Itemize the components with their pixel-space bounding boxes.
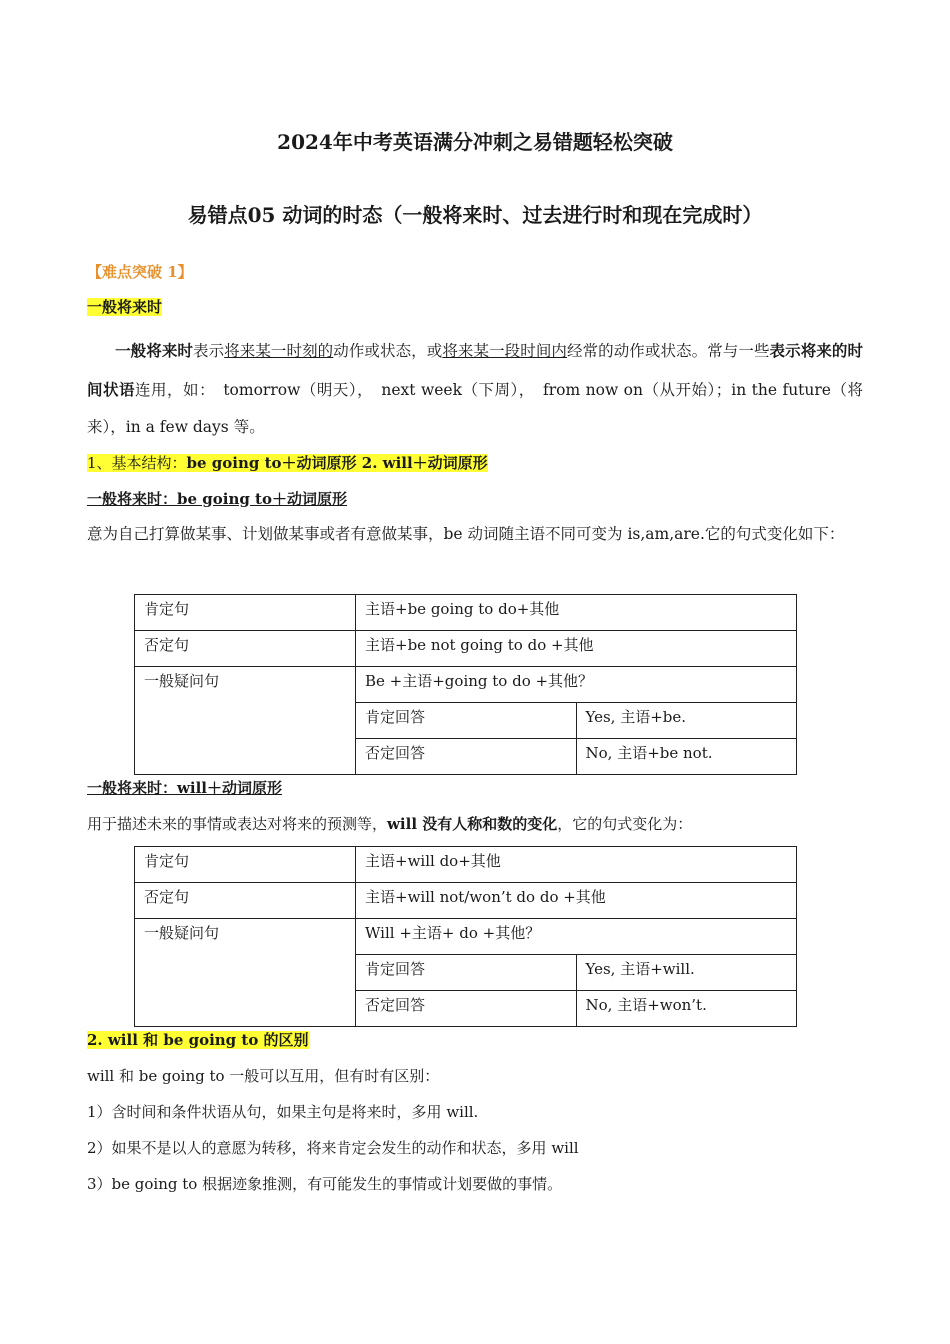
table1-label-question: 一般疑问句 bbox=[135, 667, 356, 775]
sub2-heading: 一般将来时：will＋动词原形 bbox=[87, 779, 283, 797]
table2-value-question: Will +主语+ do +其他？ bbox=[356, 919, 797, 955]
table1-label-negative: 否定句 bbox=[135, 631, 356, 667]
intro-text-1: 表示 bbox=[193, 342, 225, 360]
diff-lead: will 和 be going to 一般可以互用，但有时有区别： bbox=[87, 1067, 440, 1085]
intro-term: 一般将来时 bbox=[115, 341, 193, 360]
intro-paragraph bbox=[87, 332, 863, 447]
sub2-desc-1: 用于描述未来的事情或表达对将来的预测等， bbox=[87, 815, 388, 833]
topic-label: 一般将来时 bbox=[87, 298, 163, 316]
intro-text-2: 动作或状态，或 bbox=[333, 342, 443, 360]
sub1-description: 意为自己打算做某事、计划做某事或者有意做某事，be 动词随主语不同可变为 is,am,are.它的句式变化如下： bbox=[87, 525, 845, 543]
sub1-heading: 一般将来时：be going to＋动词原形 bbox=[87, 490, 347, 508]
intro-term-2: 表示将来的时间状语 bbox=[87, 341, 863, 399]
intro-underline-1: 将来某一时刻的 bbox=[224, 342, 334, 360]
table2-value-affirmative: 主语+will do+其他 bbox=[356, 847, 797, 883]
diff-point-1: 1）含时间和条件状语从句，如果主句是将来时，多用 will. bbox=[87, 1103, 479, 1121]
intro-text-4: 连用，如： tomorrow（明天）， next week（下周）， from now on（从开始）；in the future（将来），in a few days 等。 bbox=[87, 380, 863, 436]
sub2-desc-2: ，它的句式变化为： bbox=[557, 815, 693, 833]
table1-label-yes: 肯定回答 bbox=[356, 703, 577, 739]
sub2-desc-bold: will 没有人称和数的变化 bbox=[387, 815, 558, 833]
diff-point-3: 3）be going to 根据迹象推测，有可能发生的事情或计划要做的事情。 bbox=[87, 1175, 563, 1193]
intro-text-3: 经常的动作或状态。常与一些 bbox=[566, 342, 770, 360]
section-heading: 【难点突破 1】 bbox=[87, 263, 193, 281]
table2-label-negative: 否定句 bbox=[135, 883, 356, 919]
table1-value-no: No, 主语+be not. bbox=[576, 739, 797, 775]
document-subtitle: 易错点05 动词的时态（一般将来时、过去进行时和现在完成时） bbox=[187, 203, 763, 227]
be-going-to-table bbox=[134, 594, 797, 775]
diff-point-2: 2）如果不是以人的意愿为转移，将来肯定会发生的动作和状态，多用 will bbox=[87, 1139, 579, 1157]
table1-value-question: Be +主语+going to do +其他？ bbox=[356, 667, 797, 703]
structure-2: 2. will＋动词原形 bbox=[356, 454, 488, 472]
table2-value-negative: 主语+will not/won’t do do +其他 bbox=[356, 883, 797, 919]
structure-prefix: 1、基本结构： bbox=[87, 454, 187, 472]
table2-label-yes: 肯定回答 bbox=[356, 955, 577, 991]
table2-label-affirmative: 肯定句 bbox=[135, 847, 356, 883]
table2-value-yes: Yes, 主语+will. bbox=[576, 955, 797, 991]
table1-value-yes: Yes, 主语+be. bbox=[576, 703, 797, 739]
table1-value-affirmative: 主语+be going to do+其他 bbox=[356, 595, 797, 631]
diff-heading-line bbox=[87, 1030, 309, 1050]
intro-underline-2: 将来某一段时间内 bbox=[442, 342, 567, 360]
diff-heading: 2. will 和 be going to 的区别 bbox=[87, 1031, 309, 1049]
table1-value-negative: 主语+be not going to do +其他 bbox=[356, 631, 797, 667]
table1-label-no: 否定回答 bbox=[356, 739, 577, 775]
table2-label-no: 否定回答 bbox=[356, 991, 577, 1027]
table2-label-question: 一般疑问句 bbox=[135, 919, 356, 1027]
topic-heading bbox=[87, 297, 162, 317]
table2-value-no: No, 主语+won’t. bbox=[576, 991, 797, 1027]
structure-line bbox=[87, 453, 488, 473]
sub2-description bbox=[87, 814, 692, 834]
structure-1: be going to＋动词原形 bbox=[186, 454, 357, 472]
table1-label-affirmative: 肯定句 bbox=[135, 595, 356, 631]
will-table bbox=[134, 846, 797, 1027]
document-title: 2024年中考英语满分冲刺之易错题轻松突破 bbox=[277, 130, 673, 154]
